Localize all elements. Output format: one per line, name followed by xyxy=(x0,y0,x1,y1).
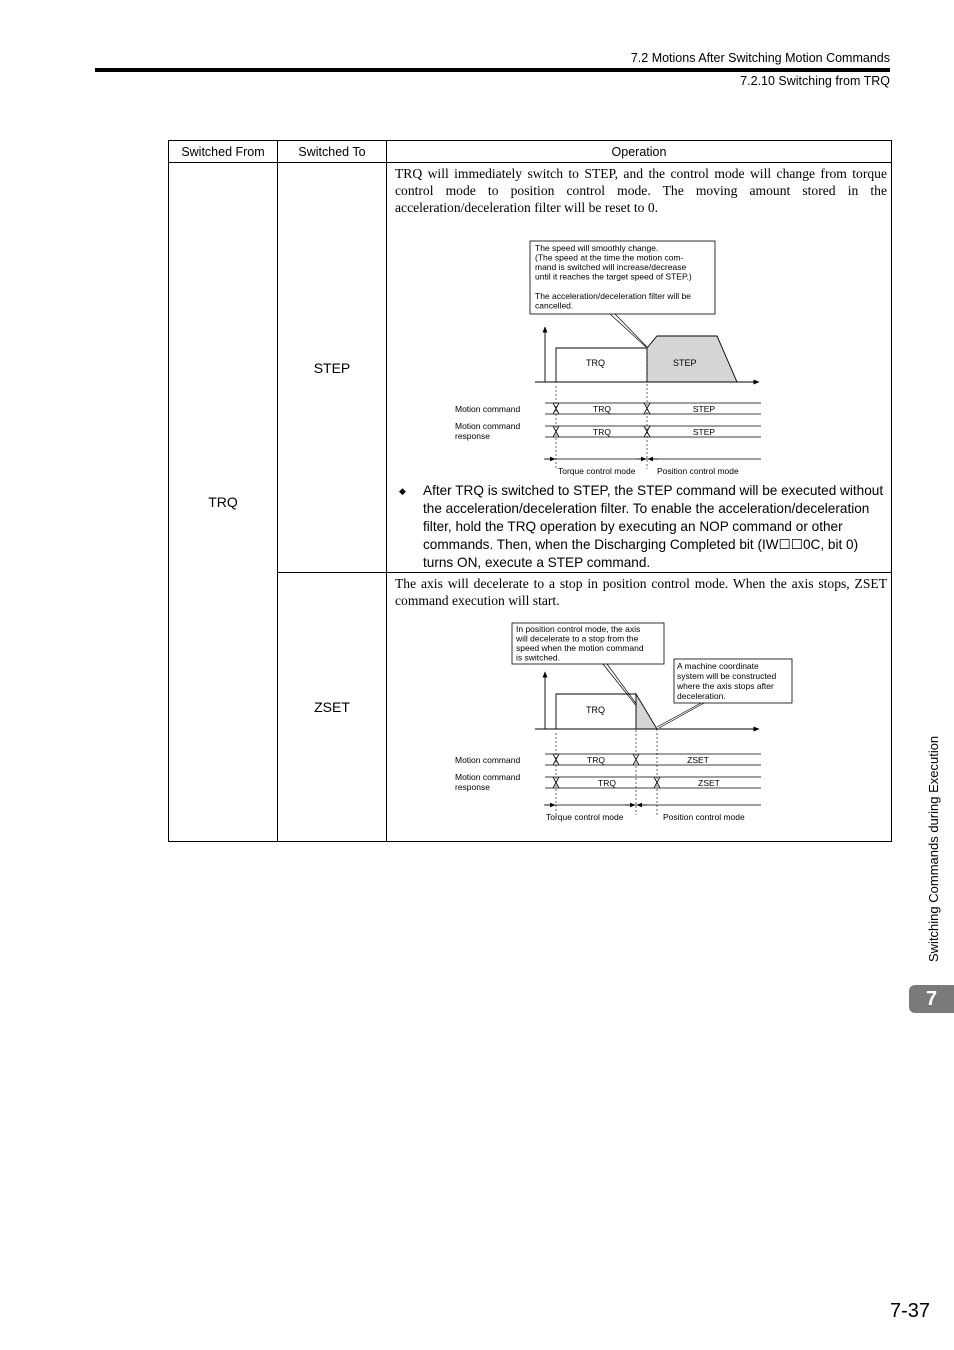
mode-label-torque: Torque control mode xyxy=(558,466,636,476)
cell-switched-from: TRQ xyxy=(169,163,278,842)
signal-label-motion-command: Motion command xyxy=(455,755,521,765)
operation-description-zset: The axis will decelerate to a stop in position control mode. When the axis stops, ZSET command execution will start. xyxy=(395,576,887,608)
chapter-tab: 7 xyxy=(909,985,954,1013)
trq-to-zset-timing-diagram xyxy=(395,609,887,841)
callout-line: cancelled. xyxy=(535,300,574,311)
header-subsection-title: 7.2.10 Switching from TRQ xyxy=(740,74,890,88)
col-header-operation: Operation xyxy=(387,141,892,163)
graph-label-step: STEP xyxy=(673,358,697,368)
col-header-switched-to: Switched To xyxy=(278,141,387,163)
signal1-value-trq: TRQ xyxy=(587,755,605,765)
header-section-title: 7.2 Motions After Switching Motion Commands xyxy=(630,51,890,65)
signal-label-motion-command-response: Motion command xyxy=(455,772,521,782)
callout-line: In position control mode, the axis xyxy=(516,624,641,634)
callout-leader-line xyxy=(603,664,638,708)
callout-line: mand is switched will increase/decrease xyxy=(535,262,687,272)
signal-label-response: response xyxy=(455,431,490,441)
callout-leader-line xyxy=(610,314,646,347)
callout-line: The speed will smoothly change. xyxy=(535,243,659,253)
callout-line: speed when the motion command xyxy=(516,643,644,653)
header-rule xyxy=(95,68,890,72)
cell-switched-to-step: STEP xyxy=(278,163,387,573)
graph-label-trq: TRQ xyxy=(586,705,605,715)
callout-leader-line xyxy=(657,703,701,727)
col-header-switched-from: Switched From xyxy=(169,141,278,163)
note-bullet xyxy=(399,482,887,572)
signal1-value-step: STEP xyxy=(692,404,716,414)
bullet-diamond-icon: ◆ xyxy=(399,486,406,496)
signal-label-response: response xyxy=(455,782,490,792)
signal2-value-trq: TRQ xyxy=(593,427,611,437)
table-row-zset xyxy=(169,573,892,842)
deceleration-profile xyxy=(636,694,657,729)
callout-leader-line xyxy=(607,664,640,709)
signal1-value-trq: TRQ xyxy=(593,404,611,414)
operation-description-step: TRQ will immediately switch to STEP, and the control mode will change from torque control mode to position control mode. The moving amount stored in the acceleration/deceleration filter will be reset to 0. xyxy=(395,166,887,215)
signal1-value-zset: ZSET xyxy=(687,755,709,765)
callout-line: system will be constructed xyxy=(677,671,777,681)
table-row-step xyxy=(169,163,892,573)
mode-label-position: Position control mode xyxy=(663,812,745,822)
callout-line: will decelerate to a stop from the xyxy=(516,633,639,644)
signal-label-motion-command: Motion command xyxy=(455,404,521,414)
callout-line: A machine coordinate xyxy=(677,661,759,671)
trq-to-step-timing-diagram xyxy=(395,216,887,476)
signal2-value-zset: ZSET xyxy=(698,778,720,788)
mode-label-torque: Torque control mode xyxy=(546,812,624,822)
cell-operation-zset xyxy=(387,573,892,842)
speed-change-callout-text xyxy=(535,243,694,311)
signal-label-motion-command-response: Motion command xyxy=(455,421,521,431)
signal2-value-trq: TRQ xyxy=(598,778,616,788)
callout-line: deceleration. xyxy=(677,691,726,701)
note-bullet-text: After TRQ is switched to STEP, the STEP command will be executed without the acceleration/deceleration filter. To enable the acceleration/deceleration filter, hold the TRQ operation by executing an NOP command or other commands. Then, when the Discharging Completed bit (IW☐☐0C, bit 0) turns ON, execute a STEP command. xyxy=(423,483,884,570)
switching-table xyxy=(168,140,892,842)
page-number: 7-37 xyxy=(889,1300,930,1322)
mode-label-position: Position control mode xyxy=(657,466,739,476)
callout-line: (The speed at the time the motion com- xyxy=(535,252,684,263)
callout-line: The acceleration/deceleration filter will be xyxy=(535,291,691,301)
callout-line: until it reaches the target speed of STEP.) xyxy=(535,271,692,282)
chapter-side-label: Switching Commands during Execution xyxy=(926,735,941,962)
callout-line: is switched. xyxy=(516,652,560,663)
callout-line: where the axis stops after xyxy=(677,681,774,691)
signal2-value-step: STEP xyxy=(692,427,716,437)
table-header-row xyxy=(169,141,892,163)
graph-label-trq: TRQ xyxy=(586,358,605,368)
cell-switched-to-zset: ZSET xyxy=(278,573,387,842)
callout-leader-line xyxy=(659,703,704,728)
callout-leader-line xyxy=(615,314,648,348)
cell-operation-step xyxy=(387,163,892,573)
